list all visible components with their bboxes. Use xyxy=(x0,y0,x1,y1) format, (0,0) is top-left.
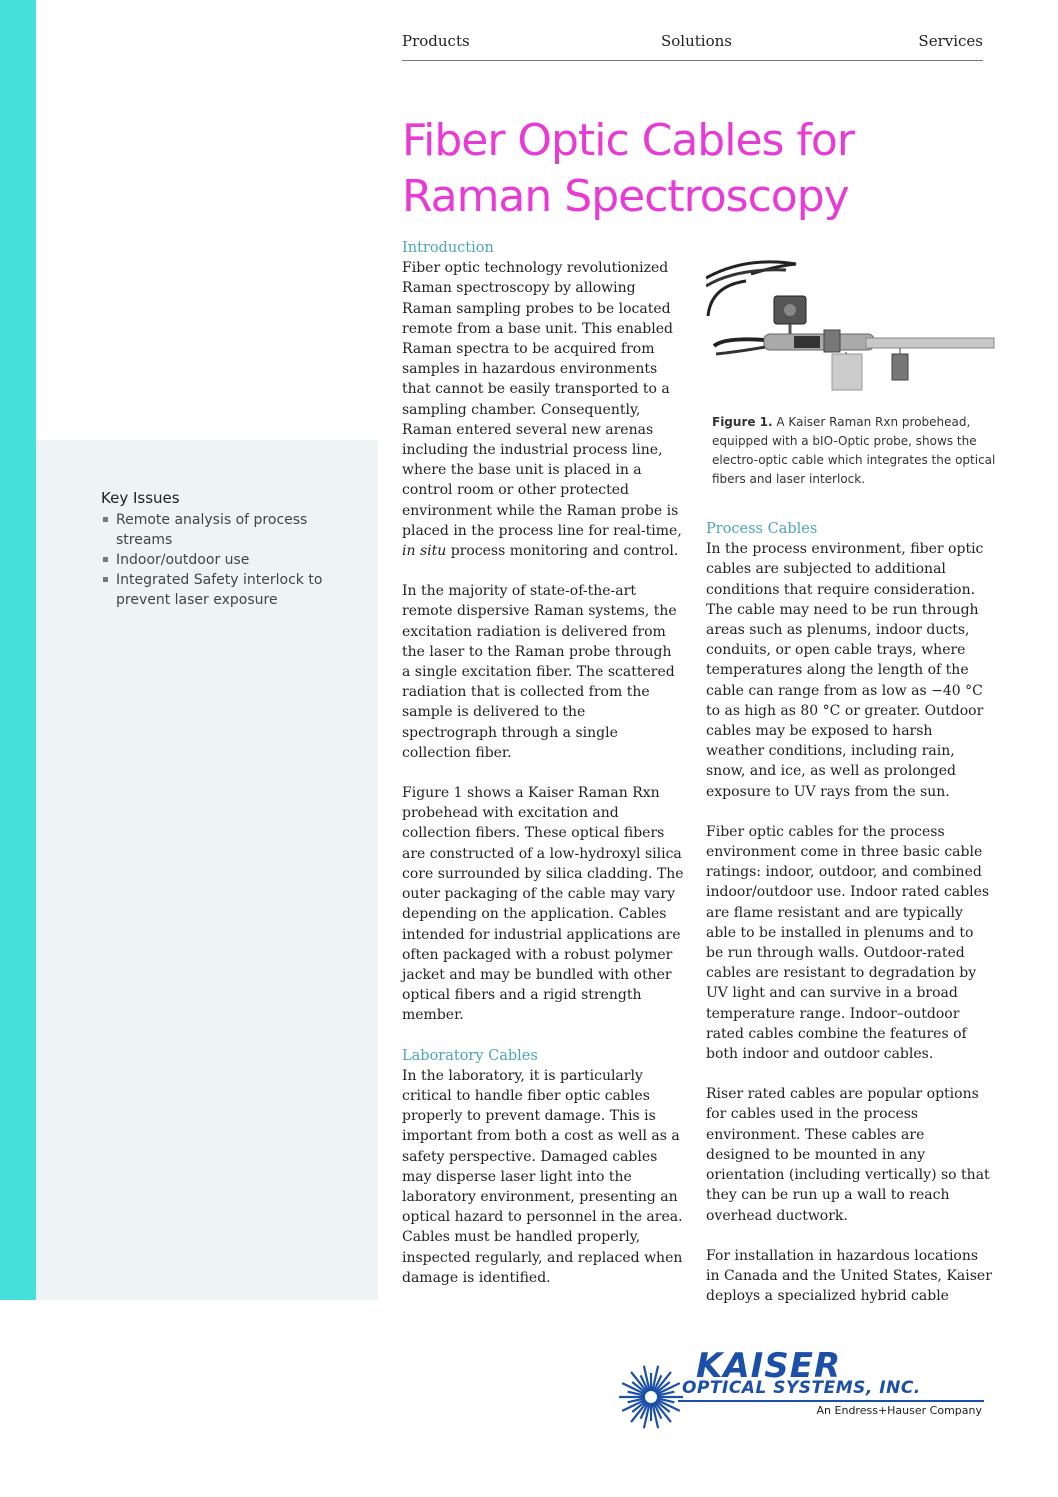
starburst-logo-icon xyxy=(616,1362,686,1432)
top-navigation xyxy=(402,30,983,61)
introduction-heading: Introduction xyxy=(402,240,494,256)
page-title xyxy=(402,113,1022,225)
teal-accent-bar xyxy=(0,0,36,1300)
figure-caption-text: A Kaiser Raman Rxn probehead, equipped with a bIO-Optic probe, shows the electro-optic cable which integrates the optical fibers and laser interlock. xyxy=(712,415,996,486)
figure-caption xyxy=(712,413,997,489)
logo-name: KAISER xyxy=(696,1346,842,1386)
intro-emphasis: in situ xyxy=(402,543,447,560)
right-text-column xyxy=(706,519,992,1326)
process-paragraph-4: For installation in hazardous locations in Canada and the United States, Kaiser deploys a specialized hybrid cable xyxy=(706,1247,992,1305)
page-title-line2: Raman Spectroscopy xyxy=(402,171,849,222)
key-issues-list xyxy=(101,510,361,610)
key-issue-item xyxy=(101,510,361,550)
process-paragraph-2: Fiber optic cables for the process environment come in three basic cable ratings: indoor, outdoor, and combined indoor/outdoor use. Indoor rated cables are flame resistant and are typically able to be installed in plenums and to be run through walls. Outdoor-rated cables are resistant to degradation by UV light and can survive in a broad temperature range. Indoor–outdoor rated cables combine the features of both indoor and outdoor cables. xyxy=(706,823,990,1063)
bullet-square-icon xyxy=(103,577,108,582)
process-cables-heading: Process Cables xyxy=(706,521,818,537)
key-issues-heading: Key Issues xyxy=(101,489,180,507)
bullet-square-icon xyxy=(103,517,108,522)
bullet-square-icon xyxy=(103,557,108,562)
nav-services-link[interactable]: Services xyxy=(918,32,983,50)
nav-solutions-link[interactable]: Solutions xyxy=(661,32,732,50)
key-issues-box xyxy=(101,488,361,610)
kaiser-logo xyxy=(616,1348,988,1428)
key-issue-text: Integrated Safety interlock to prevent laser exposure xyxy=(116,572,323,608)
intro-text-b: process monitoring and control. xyxy=(446,543,679,560)
process-paragraph-3: Riser rated cables are popular options for cables used in the process environment. These cables are designed to be mounted in any orientation (including vertically) so that they can be run up a wall to reach overhead ductwork. xyxy=(706,1086,990,1224)
key-issue-item xyxy=(101,570,361,610)
key-issue-text: Indoor/outdoor use xyxy=(116,552,250,568)
nav-products-link[interactable]: Products xyxy=(402,32,470,50)
logo-tagline: An Endress+Hauser Company xyxy=(816,1404,982,1417)
key-issue-item xyxy=(101,550,361,570)
probehead-photo xyxy=(706,256,996,406)
key-issue-text: Remote analysis of process streams xyxy=(116,512,308,548)
lab-paragraph-1: In the laboratory, it is particularly critical to handle fiber optic cables properly to prevent damage. This is important from both a cost as well as a safety perspective. Damaged cables may disperse laser light into the laboratory environment, presenting an optical hazard to personnel in the area. Cables must be handled properly, inspected regularly, and replaced when damage is identified. xyxy=(402,1067,683,1286)
laboratory-cables-heading: Laboratory Cables xyxy=(402,1047,538,1064)
page-title-line1: Fiber Optic Cables for xyxy=(402,115,854,166)
intro-paragraph-2: In the majority of state-of-the-art remote dispersive Raman systems, the excitation radiation is delivered from the laser to the Raman probe through a single excitation fiber. The scattered radiation that is collected from the sample is delivered to the spectrograph through a single collection fiber. xyxy=(402,583,677,761)
process-paragraph-1: In the process environment, fiber optic cables are subjected to additional conditions that require consideration. The cable may need to be run through areas such as plenums, indoor ducts, conduits, or open cable trays, where temperatures along the length of the cable can range from as low as −40 °C to as high as 80 °C or greater. Outdoor cables may be exposed to harsh weather conditions, including rain, snow, and ice, as well as prolonged exposure to UV rays from the sun. xyxy=(706,541,984,800)
intro-text-a: Fiber optic technology revolutionized Raman spectroscopy by allowing Raman sampling probes to be located remote from a base unit. This enabled Raman spectra to be acquired from samples in hazardous environments that cannot be easily transported to a sampling chamber. Consequently, Raman entered several new arenas including the industrial process line, where the base unit is placed in a control room or other protected environment while the Raman probe is placed in the process line for real-time, xyxy=(402,260,682,539)
intro-paragraph-3: Figure 1 shows a Kaiser Raman Rxn probehead with excitation and collection fibers. These optical fibers are constructed of a low-hydroxyl silica core surrounded by silica cladding. The outer packaging of the cable may vary depending on the application. Cables intended for industrial applications are often packaged with a robust polymer jacket and may be bundled with other optical fibers and a rigid strength member. xyxy=(402,785,684,1024)
left-text-column xyxy=(402,238,684,1308)
intro-paragraph-1 xyxy=(402,258,684,561)
figure-caption-label: Figure 1. xyxy=(712,415,773,429)
logo-subtitle: OPTICAL SYSTEMS, INC. xyxy=(682,1378,921,1398)
logo-rule xyxy=(678,1400,984,1402)
